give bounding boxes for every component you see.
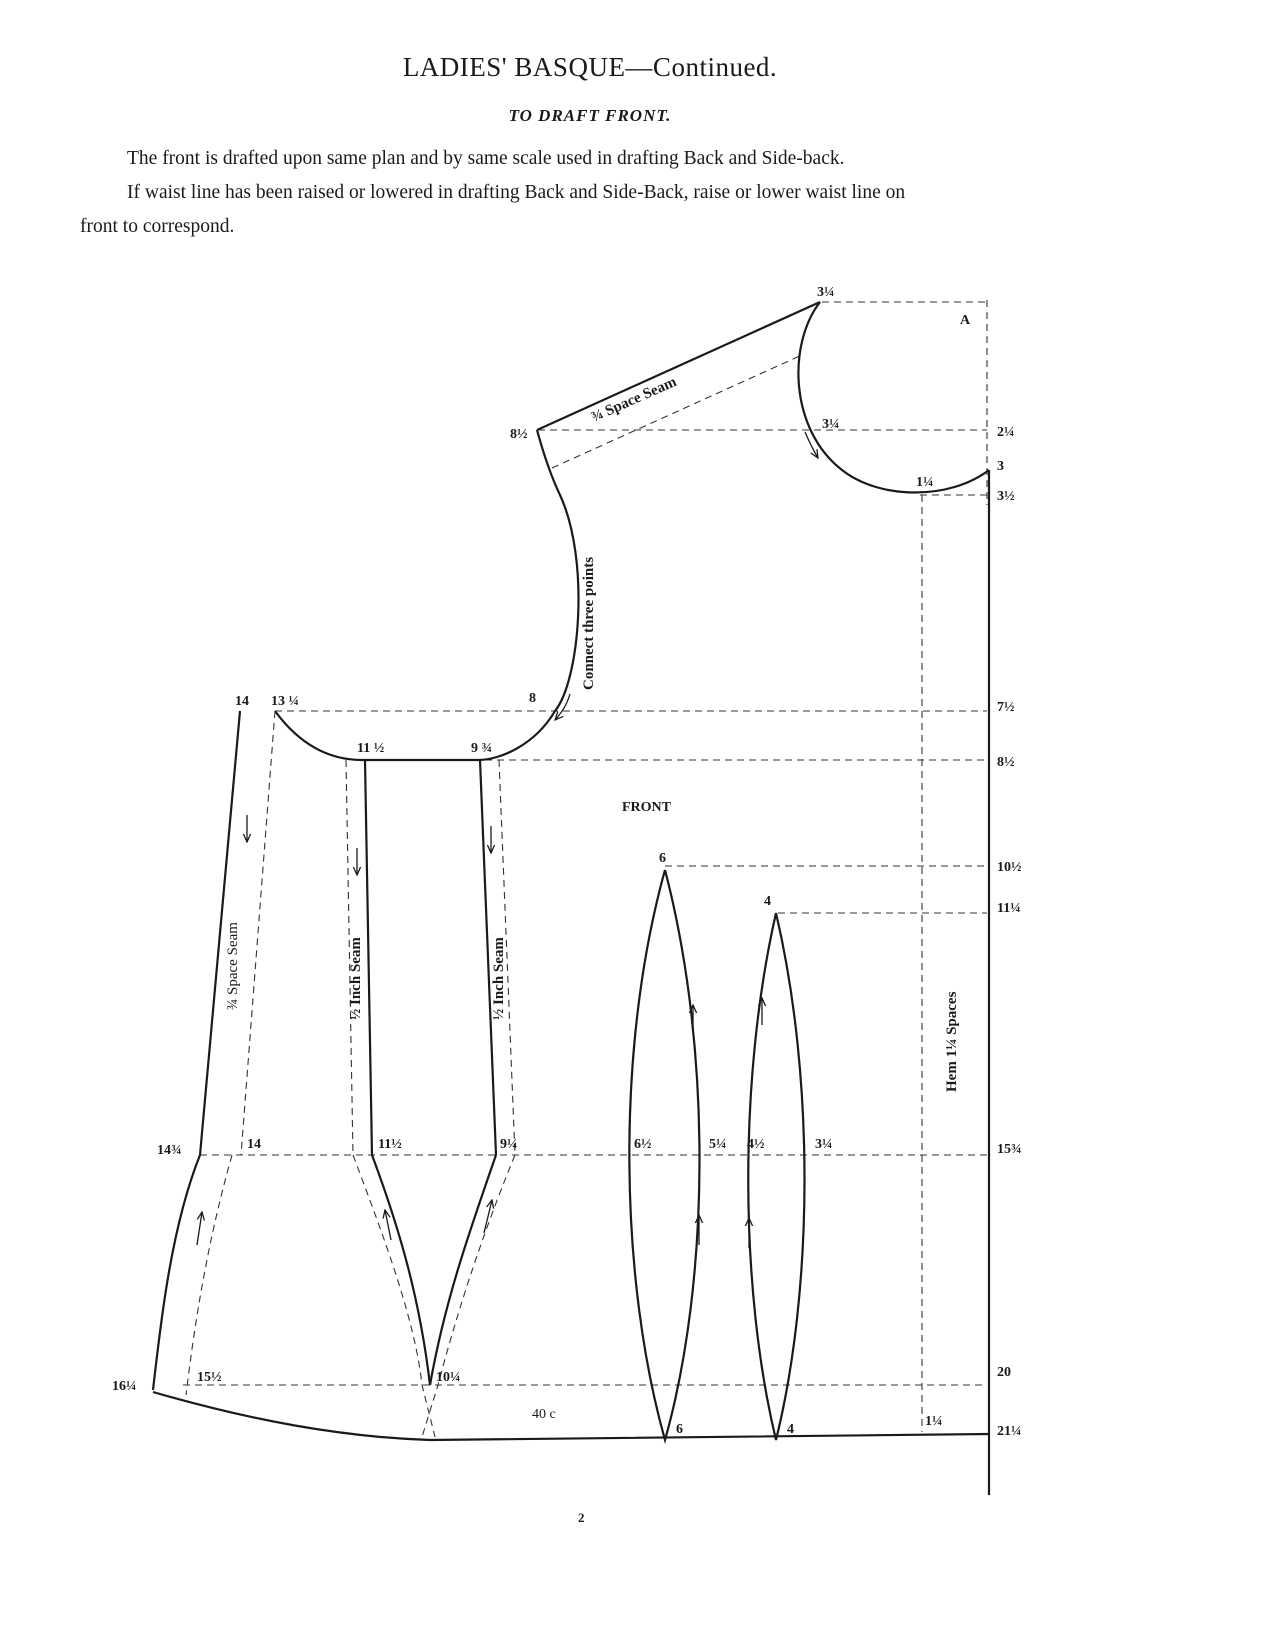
- seam-2-label: ½ Inch Seam: [491, 937, 507, 1020]
- instruction-paragraph-1: The front is drafted upon same plan and by same scale used in drafting Back and Side-back.: [127, 148, 845, 169]
- side-seam-label: ¾ Space Seam: [225, 922, 241, 1010]
- point-label: 5¼: [709, 1137, 727, 1152]
- point-label: 4: [787, 1422, 794, 1437]
- point-label: 40 c: [532, 1407, 556, 1422]
- point-label: 6: [659, 851, 666, 866]
- point-label: 14: [235, 694, 249, 709]
- scale-label: 20: [997, 1365, 1011, 1380]
- scale-label: 21¼: [997, 1424, 1022, 1439]
- scale-label: 10½: [997, 860, 1022, 875]
- point-label: 16¼: [112, 1379, 137, 1394]
- point-label: 4: [764, 894, 771, 909]
- point-label: 14: [247, 1137, 261, 1152]
- point-label: 3¼: [817, 285, 835, 300]
- section-subtitle: TO DRAFT FRONT.: [508, 106, 672, 125]
- shoulder-seam-label: ¾ Space Seam: [589, 373, 679, 426]
- scale-label: 3½: [997, 489, 1015, 504]
- point-label: 1¼: [916, 475, 934, 490]
- seam-2-lower: [430, 1155, 496, 1385]
- scale-label: 3: [997, 459, 1004, 474]
- scale-label: 11¼: [997, 901, 1021, 916]
- hem-label: Hem 1¼ Spaces: [944, 991, 960, 1092]
- scale-label: 8½: [997, 755, 1015, 770]
- page-title: LADIES' BASQUE—Continued.: [402, 52, 778, 82]
- point-label: 8: [529, 691, 536, 706]
- hip-side: [153, 1155, 200, 1390]
- piece-label: FRONT: [622, 800, 671, 815]
- side-seam-allowance: [241, 711, 275, 1155]
- armhole-label: Connect three points: [581, 556, 597, 690]
- point-label: 10¼: [436, 1370, 461, 1385]
- point-label: 14¾: [157, 1143, 182, 1158]
- instruction-paragraph-3: front to correspond.: [80, 216, 235, 237]
- instruction-paragraph-2: If waist line has been raised or lowered in drafting Back and Side-Back, raise or lower waist line on: [127, 182, 906, 203]
- corner-label: A: [960, 313, 971, 328]
- point-label: 3¼: [822, 417, 840, 432]
- point-label: 9 ¾: [471, 741, 492, 756]
- seam-1-label: ½ Inch Seam: [348, 937, 364, 1020]
- page-number: 2: [578, 1510, 585, 1525]
- scale-label: 15¾: [997, 1142, 1022, 1157]
- point-label: 8½: [510, 427, 528, 442]
- point-label: 1¼: [925, 1414, 943, 1429]
- scale-label: 2¼: [997, 425, 1015, 440]
- dart-1: [629, 870, 699, 1440]
- point-label: 6½: [634, 1137, 652, 1152]
- dart-2: [748, 913, 804, 1440]
- point-label: 13 ¼: [271, 694, 299, 709]
- point-label: 6: [676, 1422, 683, 1437]
- point-label: 3¼: [815, 1137, 833, 1152]
- seam-1: [365, 760, 372, 1155]
- point-label: 4½: [747, 1137, 765, 1152]
- neck-curve: [798, 302, 989, 493]
- scale-label: 7½: [997, 700, 1015, 715]
- seam-1-lower: [372, 1155, 430, 1385]
- bottom-line: [153, 1392, 990, 1440]
- neck-arrow: [805, 432, 818, 458]
- point-label: 11½: [378, 1137, 402, 1152]
- point-label: 11 ½: [357, 741, 385, 756]
- point-label: 9¼: [500, 1137, 518, 1152]
- point-label: 15½: [197, 1370, 222, 1385]
